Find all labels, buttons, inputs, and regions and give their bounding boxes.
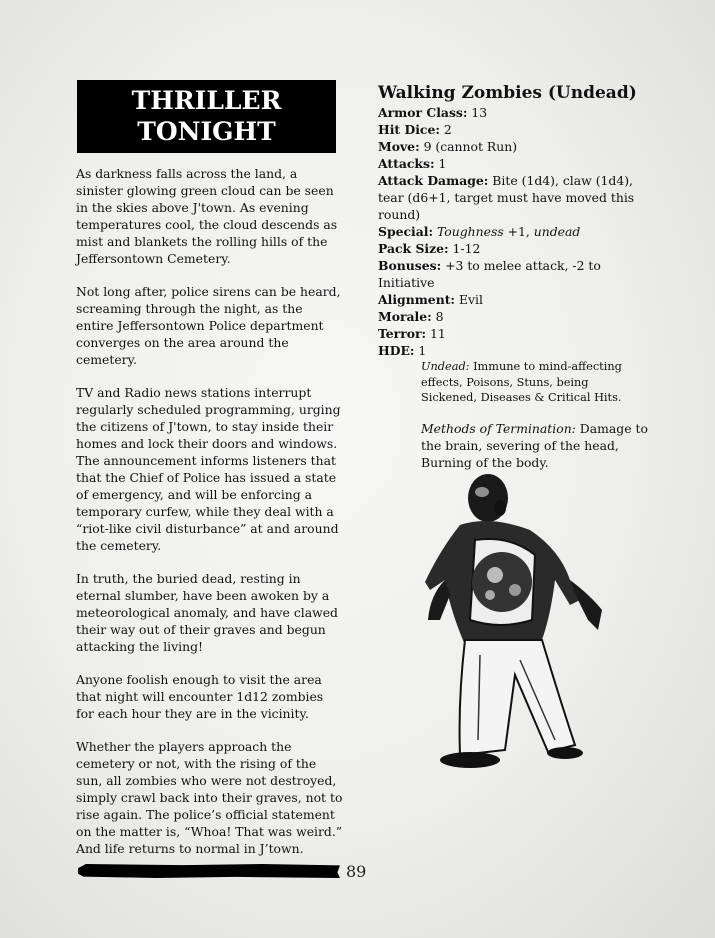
stat-block (378, 82, 648, 485)
title-line-1: THRILLER (131, 86, 282, 115)
stat-hit-dice: Hit Dice: 2 (378, 122, 452, 137)
paragraph-5: Anyone foolish enough to visit the area that night will encounter 1d12 zombies for each hour they are in the vicinity. (76, 672, 324, 721)
page-number: 89 (346, 862, 367, 881)
page-title (77, 80, 336, 153)
narrative-column (76, 165, 344, 873)
stat-attacks: Attacks: 1 (378, 156, 447, 171)
paragraph-4: In truth, the buried dead, resting in eternal slumber, have been awoken by a meteorological anomaly, and have clawed their way out of their graves and begun attacking the living! (76, 571, 338, 654)
stat-block-title: Walking Zombies (Undead) (378, 83, 637, 103)
zombie-left-shoe (440, 752, 500, 768)
stat-pack-size: Pack Size: 1-12 (378, 241, 481, 256)
paragraph-1: As darkness falls across the land, a sinister glowing green cloud can be seen in the skies above J'town. As evening temperatures cool, the cloud descends as mist and blankets the rolling hills of the Jeffersontown Cemetery. (76, 166, 338, 266)
stat-attack-damage: Attack Damage: Bite (1d4), claw (1d4), tear (d6+1, target must have moved this round) (378, 173, 635, 222)
paragraph-6: Whether the players approach the cemetery or not, with the rising of the sun, all zombies who were not destroyed, simply crawl back into their graves, not to rise again. The police’s official statement on the matter is, “Whoa! That was weird.” And life returns to normal in J’town. (76, 739, 343, 856)
undead-note: Undead: Immune to mind-affecting effects, Poisons, Stuns, being Sickened, Diseases & Critical Hits. (421, 360, 622, 404)
zombie-right-arm (570, 580, 602, 630)
zombie-pants (460, 640, 575, 755)
stat-armor-class: Armor Class: 13 (378, 105, 488, 120)
paragraph-3: TV and Radio news stations interrupt regularly scheduled programming, urging the citizens of J'town, to stay inside their homes and lock their doors and windows. The announcement informs listeners that that the Chief of Police has issued a state of emergency, and will be enforcing a temporary curfew, while they deal with a “riot-like civil disturbance” at and around the cemetery. (76, 385, 341, 553)
stat-notes (421, 359, 648, 471)
stat-move: Move: 9 (cannot Run) (378, 139, 518, 154)
stat-hde: HDE: 1 (378, 343, 427, 358)
footer-bar (78, 864, 340, 878)
stat-morale: Morale: 8 (378, 309, 444, 324)
zombie-illustration (420, 470, 620, 770)
termination-note: Methods of Termination: Damage to the brain, severing of the head, Burning of the body. (421, 420, 648, 470)
paragraph-2: Not long after, police sirens can be heard, screaming through the night, as the entire Jeffersontown Police department converges on the area around the cemetery. (76, 284, 341, 367)
stat-special: Special: Toughness +1, undead (378, 224, 581, 239)
stat-terror: Terror: 11 (378, 326, 446, 341)
stat-bonuses: Bonuses: +3 to melee attack, -2 to Initiative (378, 258, 601, 290)
zombie-right-shoe (547, 747, 583, 759)
stat-alignment: Alignment: Evil (378, 292, 483, 307)
title-line-2: TONIGHT (137, 117, 276, 146)
